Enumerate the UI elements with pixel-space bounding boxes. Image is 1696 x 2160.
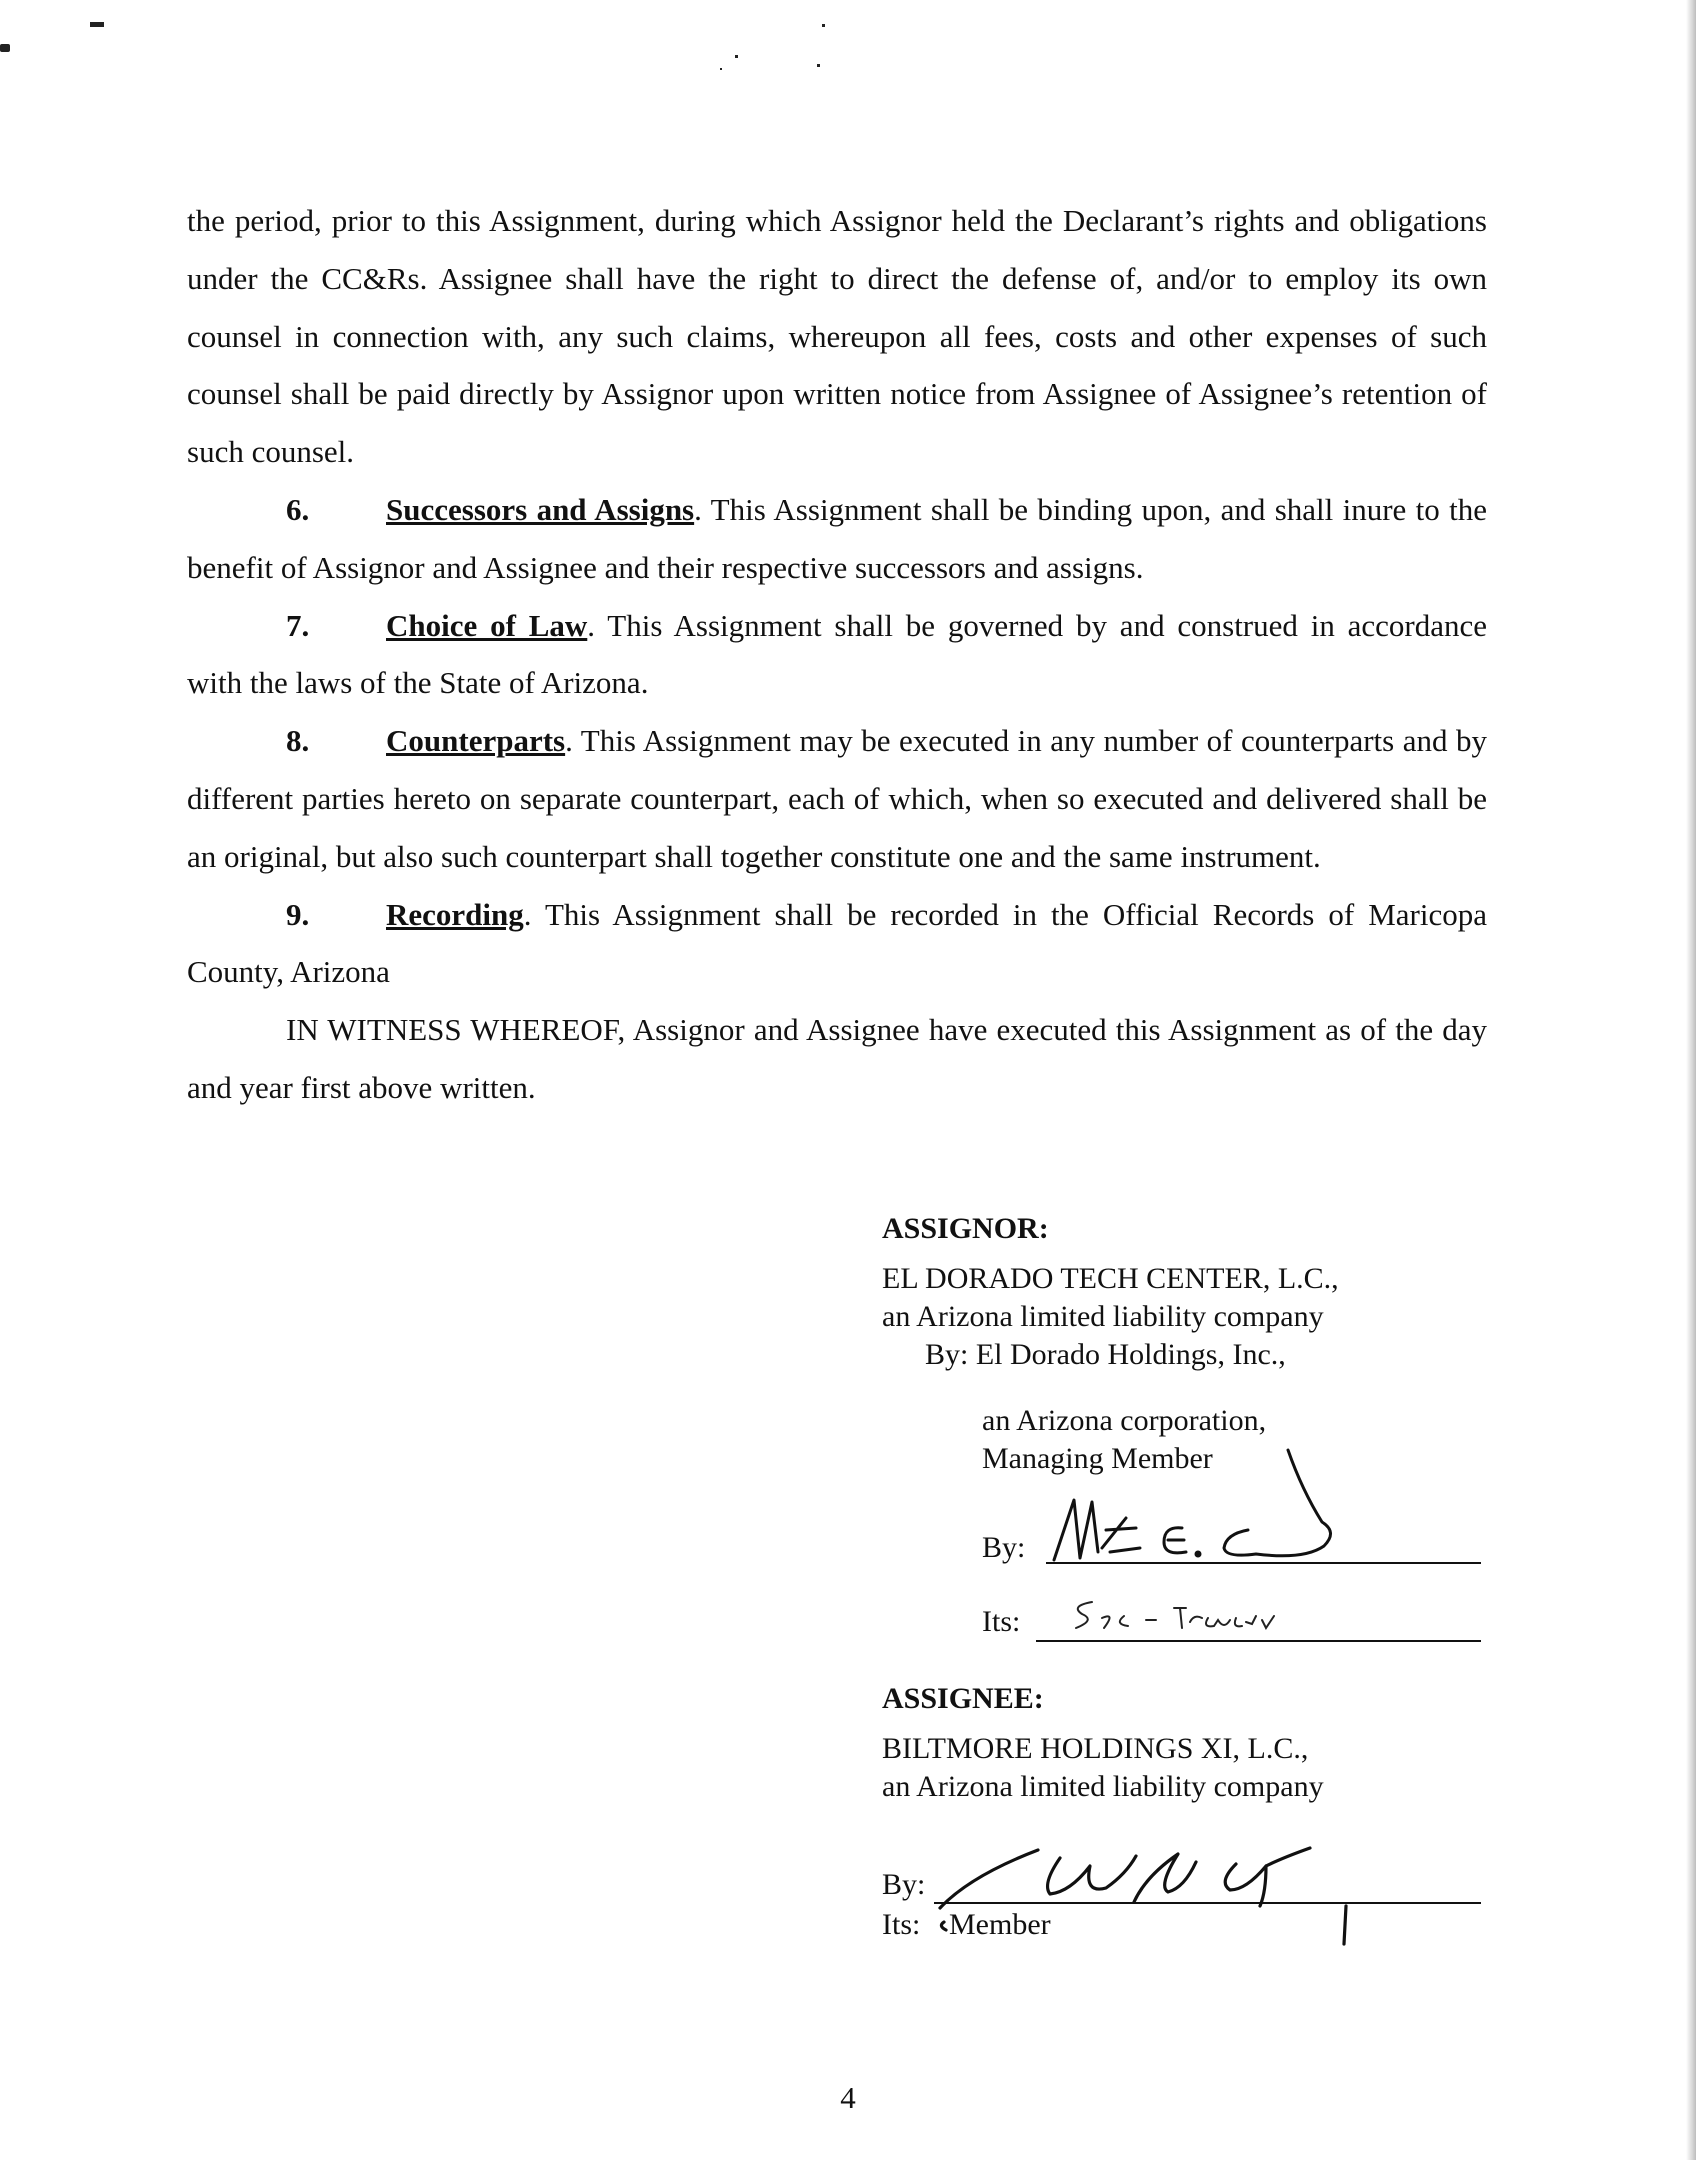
assignee-name: BILTMORE HOLDINGS XI, L.C., <box>882 1732 1309 1765</box>
paragraph-continuation: the period, prior to this Assignment, during which Assignor held the Declarant’s rights and obligations under the CC&Rs. Assignee shall have the right to direct the defense of, and/or to employ its own counsel in connection with, any such claims, whereupon all fees, costs and other expenses of such counsel shall be paid directly by Assignor upon written notice from Assignee of Assignee’s retention of such counsel. <box>187 203 1487 470</box>
section-number: 7. <box>286 607 310 643</box>
assignor-entity: an Arizona limited liability company <box>882 1300 1324 1333</box>
assignor-corp: an Arizona corporation, <box>982 1404 1267 1437</box>
section-heading: Successors and Assigns <box>386 491 695 527</box>
assignor-title-handwriting <box>1062 1594 1322 1638</box>
assignee-its-value: Member <box>949 1908 1051 1941</box>
scan-edge-shadow <box>1686 0 1696 2160</box>
assignor-by-label: By: <box>982 1531 1026 1564</box>
body-text <box>187 192 1487 1117</box>
section-text: . This Assignment may be executed in any number of counterparts and by different parties hereto on separate counterpart, each of which, when so executed and delivered shall be an original, but also such counterpart shall together constitute one and the same instrument. <box>187 723 1487 874</box>
assignee-by-label: By: <box>882 1868 926 1901</box>
section-number: 6. <box>286 491 310 527</box>
assignee-entity: an Arizona limited liability company <box>882 1770 1324 1803</box>
section-text: . This Assignment shall be recorded in the Official Records of Maricopa County, Arizona <box>187 896 1487 990</box>
assignor-name: EL DORADO TECH CENTER, L.C., <box>882 1262 1339 1295</box>
scan-speck <box>817 64 820 67</box>
assignor-role: Managing Member <box>982 1442 1213 1475</box>
section-text: . This Assignment shall be governed by and construed in accordance with the laws of the State of Arizona. <box>187 607 1488 701</box>
scan-speck <box>720 68 722 70</box>
section-8 <box>187 712 1487 885</box>
scan-speck <box>90 22 104 27</box>
page-number: 4 <box>840 2080 856 2115</box>
assignee-signature <box>930 1836 1410 1946</box>
section-9 <box>187 886 1487 1002</box>
assignor-by-line: By: El Dorado Holdings, Inc., <box>925 1338 1286 1371</box>
assignor-its-label: Its: <box>982 1605 1021 1638</box>
section-heading: Recording <box>386 896 524 932</box>
section-6 <box>187 481 1487 597</box>
scan-speck <box>822 24 825 27</box>
section-number: 8. <box>286 723 310 759</box>
assignor-signature <box>1040 1448 1360 1568</box>
section-number: 9. <box>286 896 310 932</box>
assignee-block <box>882 1680 1482 1806</box>
assignor-block <box>882 1210 1482 1374</box>
section-text: . This Assignment shall be binding upon, and shall inure to the benefit of Assignor and Assignee and their respective successors and assigns. <box>187 491 1487 585</box>
assignee-label: ASSIGNEE: <box>882 1682 1044 1715</box>
section-heading: Choice of Law <box>386 607 588 643</box>
assignor-title-line <box>1036 1640 1481 1642</box>
assignor-label: ASSIGNOR: <box>882 1212 1049 1245</box>
scan-speck <box>735 55 738 58</box>
scan-speck <box>0 44 10 52</box>
witness-clause: IN WITNESS WHEREOF, Assignor and Assignee have executed this Assignment as of the day and year first above written. <box>187 1012 1487 1105</box>
section-heading: Counterparts <box>386 723 566 759</box>
section-7 <box>187 597 1487 713</box>
assignee-its-label: Its: <box>882 1908 921 1941</box>
